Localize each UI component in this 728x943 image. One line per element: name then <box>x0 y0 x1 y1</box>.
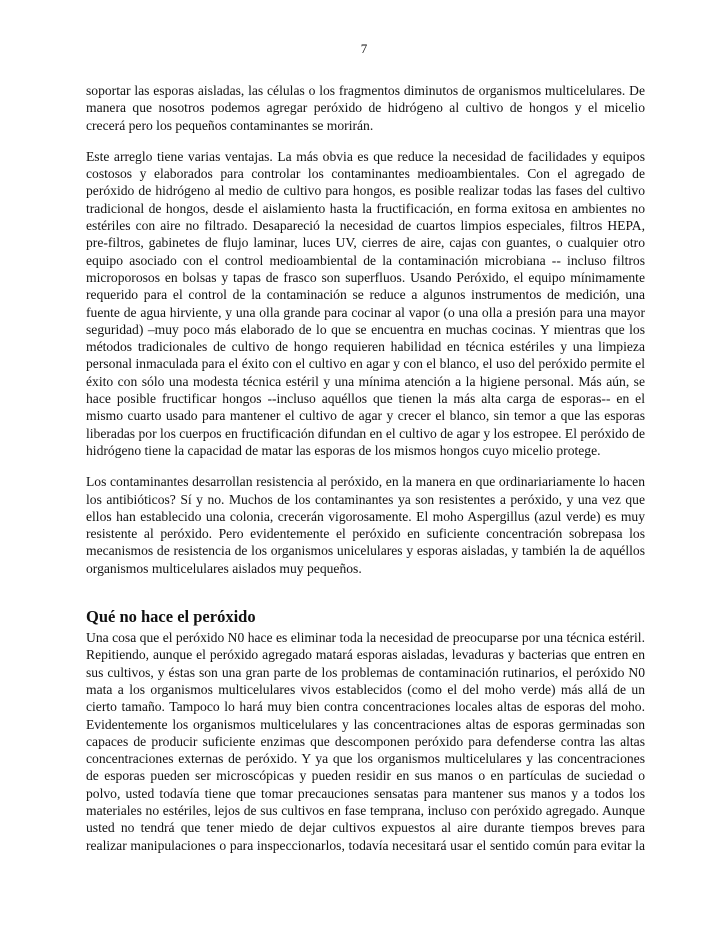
paragraph-spore-survival: soportar las esporas aisladas, las células o los fragmentos diminutos de organismos multicelulares. De manera que nosotros podemos agregar peróxido de hidrógeno al cultivo de hongos y el micelio crecerá pero los pequeños contaminantes se morirán. <box>86 83 645 133</box>
section-heading: Qué no hace el peróxido <box>86 607 256 627</box>
paragraph-resistance: Los contaminantes desarrollan resistencia al peróxido, en la manera en que ordinariariamente lo hacen los antibióticos? Sí y no. Muchos de los contaminantes ya son resistentes a peróxido, y una vez que ellos han establecido una colonia, crecerán vigorosamente. El moho Aspergillus (azul verde) es muy resistente al peróxido. Pero evidentemente el peróxido en suficiente concentración sobrepasa los mecanismos de resistencia de los organismos unicelulares y esporas aisladas, y también la de aquéllos organismos multicelulares aislados muy pequeños. <box>86 474 645 576</box>
page-number: 7 <box>360 41 368 56</box>
paragraph-advantages: Este arreglo tiene varias ventajas. La más obvia es que reduce la necesidad de facilidades y equipos costosos y elaborados para controlar los contaminantes medioambientales. Con el agregado de peróxido de hidrógeno al medio de cultivo para hongos, es posible realizar todas las fases del cultivo tradicional de hongos, desde el aislamiento hasta la fructificación, en forma exitosa en ambientes no estériles con aire no filtrado. Desapareció la necesidad de cuartos limpios especiales, filtros HEPA, pre-filtros, gabinetes de flujo laminar, luces UV, cierres de aire, cajas con guantes, o cualquier otro equipo asociado con el control medioambiental de la contaminación microbiana -- incluso filtros microporosos en bolsas y tapas de frasco son superfluos. Usando Peróxido, el equipo mínimamente requerido para el control de la contaminación se reduce a algunos instrumentos de medición, una fuente de agua hirviente, y una olla grande para cocinar al vapor (o una olla a presión para una mayor seguridad) –muy poco más elaborado de lo que se encuentra en muchas cocinas. Y mientras que los métodos tradicionales de cultivo de hongo requieren habilidad en técnica estériles y una limpieza personal inmaculada para el éxito con el cultivo en agar y con el blanco, el uso del peróxido permite el éxito con sólo una modesta técnica estéril y una mínima atención a la higiene personal. Más aún, se hace posible fructificar hongos --incluso aquéllos que tienen la más alta carga de esporas-- en el mismo cuarto usado para mantener el cultivo de agar y crecer el blanco, sin temor a que las esporas liberadas por los cuerpos en fructificación difundan en el cultivo de agar y los estropee. El peróxido de hidrógeno tiene la capacidad de matar las esporas de los mismos hongos cuyo micelio protege. <box>86 148 645 458</box>
page-content <box>86 82 645 868</box>
paragraph-limitations: Una cosa que el peróxido N0 hace es eliminar toda la necesidad de preocuparse por una técnica estéril. Repitiendo, aunque el peróxido agregado matará esporas aisladas, levaduras y bacterias que entren en sus cultivos, y éstas son una gran parte de los problemas de contaminación rutinarios, el peróxido N0 mata a los organismos multicelulares vivos establecidos (como el del moho verde) más allá de un cierto tamaño. Tampoco lo hará muy bien contra concentraciones locales altas de esporas del moho. Evidentemente los organismos multicelulares y las concentraciones altas de esporas germinadas son capaces de producir suficiente enzimas que descomponen peróxido para defenderse contra las altas concentraciones externas de peróxido. Y ya que los organismos multicelulares y las concentraciones de esporas pueden ser microscópicas y pueden residir en sus manos o en partículas de suciedad o polvo, usted todavía tiene que tomar precauciones sensatas para mantener sus manos y a todos los materiales no estériles, lejos de sus cultivos en fase temprana, incluso con peróxido agregado. Aunque usted no tendrá que tener miedo de dejar cultivos expuestos al aire durante tiempos breves para realizar manipulaciones o para inspeccionarlos, todavía necesitará usar el sentido común para evitar la <box>86 630 645 853</box>
